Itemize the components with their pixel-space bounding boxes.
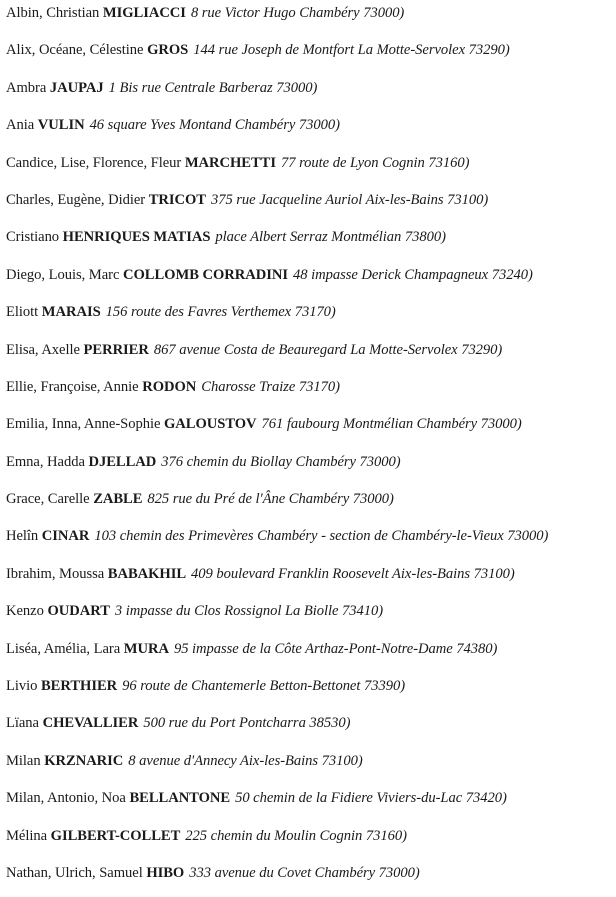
address: 1 Bis rue Centrale Barberaz 73000) bbox=[108, 79, 318, 96]
list-item bbox=[6, 673, 616, 710]
surname: HIBO bbox=[146, 864, 185, 881]
surname: CINAR bbox=[41, 528, 90, 545]
given-names: Ania bbox=[6, 117, 35, 134]
address: 46 square Yves Montand Chambéry 73000) bbox=[89, 117, 340, 134]
list-item bbox=[6, 224, 616, 261]
surname: MIGLIACCI bbox=[102, 5, 186, 21]
list-item bbox=[6, 0, 616, 37]
list-item bbox=[6, 449, 616, 486]
address: 375 rue Jacqueline Auriol Aix-les-Bains 73100) bbox=[210, 191, 489, 208]
list-item bbox=[6, 486, 616, 523]
address: 103 chemin des Primevères Chambéry - section de Chambéry-le-Vieux 73000) bbox=[94, 528, 549, 545]
surname: GROS bbox=[147, 42, 189, 59]
address: 825 rue du Pré de l'Âne Chambéry 73000) bbox=[147, 491, 394, 508]
list-item bbox=[6, 75, 616, 112]
given-names: Livio bbox=[6, 678, 38, 695]
surname: RODON bbox=[142, 378, 197, 395]
list-item bbox=[6, 262, 616, 299]
surname: BERTHIER bbox=[40, 678, 118, 695]
surname: GALOUSTOV bbox=[164, 416, 257, 433]
given-names: Charles, Eugène, Didier bbox=[6, 191, 146, 208]
surname: PERRIER bbox=[83, 341, 149, 358]
given-names: Mélina bbox=[6, 827, 48, 844]
given-names: Grace, Carelle bbox=[6, 491, 90, 508]
surname: KRZNARIC bbox=[44, 752, 124, 769]
address: 77 route de Lyon Cognin 73160) bbox=[281, 154, 470, 171]
address: 761 faubourg Montmélian Chambéry 73000) bbox=[261, 416, 522, 433]
given-names: Ellie, Françoise, Annie bbox=[6, 378, 139, 395]
surname: VULIN bbox=[37, 117, 85, 134]
address: 156 route des Favres Verthemex 73170) bbox=[105, 304, 336, 321]
given-names: Cristiano bbox=[6, 229, 60, 246]
given-names: Milan, Antonio, Noa bbox=[6, 790, 126, 807]
surname: CHEVALLIER bbox=[42, 715, 139, 732]
list-item bbox=[6, 598, 616, 635]
address: 376 chemin du Biollay Chambéry 73000) bbox=[161, 453, 401, 470]
given-names: Helîn bbox=[6, 528, 39, 545]
given-names: Liséa, Amélia, Lara bbox=[6, 640, 121, 657]
address: 48 impasse Derick Champagneux 73240) bbox=[292, 266, 533, 283]
list-item bbox=[6, 299, 616, 336]
list-item bbox=[6, 337, 616, 374]
surname: MURA bbox=[123, 640, 169, 657]
address: 96 route de Chantemerle Betton-Bettonet 73390) bbox=[122, 678, 406, 695]
surname: OUDART bbox=[47, 603, 110, 620]
surname: COLLOMB CORRADINI bbox=[123, 266, 288, 283]
address: 95 impasse de la Côte Arthaz-Pont-Notre-Dame 74380) bbox=[173, 640, 498, 657]
list-item bbox=[6, 37, 616, 74]
surname: GILBERT-COLLET bbox=[50, 827, 181, 844]
given-names: Milan bbox=[6, 752, 41, 769]
list-item bbox=[6, 187, 616, 224]
given-names: Alix, Océane, Célestine bbox=[6, 42, 144, 59]
given-names: Emilia, Inna, Anne-Sophie bbox=[6, 416, 161, 433]
list-item bbox=[6, 860, 616, 897]
list-item bbox=[6, 823, 616, 860]
given-names: Nathan, Ulrich, Samuel bbox=[6, 864, 143, 881]
address: Charosse Traize 73170) bbox=[201, 378, 340, 395]
surname: BABAKHIL bbox=[107, 565, 187, 582]
list-item bbox=[6, 374, 616, 411]
given-names: Albin, Christian bbox=[6, 5, 100, 21]
given-names: Ambra bbox=[6, 79, 47, 96]
address: 225 chemin du Moulin Cognin 73160) bbox=[185, 827, 407, 844]
given-names: Eliott bbox=[6, 304, 39, 321]
given-names: Kenzo bbox=[6, 603, 44, 620]
address: 409 boulevard Franklin Roosevelt Aix-les-Bains 73100) bbox=[191, 565, 515, 582]
list-item bbox=[6, 561, 616, 598]
address: 144 rue Joseph de Montfort La Motte-Servolex 73290) bbox=[193, 42, 510, 59]
surname: JAUPAJ bbox=[49, 79, 104, 96]
surname: MARAIS bbox=[41, 304, 101, 321]
given-names: Emna, Hadda bbox=[6, 453, 85, 470]
surname: HENRIQUES MATIAS bbox=[62, 229, 211, 246]
surname: BELLANTONE bbox=[129, 790, 231, 807]
list-item bbox=[6, 748, 616, 785]
list-item bbox=[6, 112, 616, 149]
surname: MARCHETTI bbox=[184, 154, 276, 171]
address: 8 avenue d'Annecy Aix-les-Bains 73100) bbox=[128, 752, 363, 769]
surname: ZABLE bbox=[93, 491, 143, 508]
address: 500 rue du Port Pontcharra 38530) bbox=[143, 715, 351, 732]
list-item bbox=[6, 710, 616, 747]
address: 333 avenue du Covet Chambéry 73000) bbox=[189, 864, 420, 881]
list-item bbox=[6, 523, 616, 560]
given-names: Elisa, Axelle bbox=[6, 341, 80, 358]
address: 3 impasse du Clos Rossignol La Biolle 73410) bbox=[114, 603, 384, 620]
address: 8 rue Victor Hugo Chambéry 73000) bbox=[190, 5, 405, 21]
surname: DJELLAD bbox=[88, 453, 157, 470]
list-item bbox=[6, 411, 616, 448]
address: 50 chemin de la Fidiere Viviers-du-Lac 73420) bbox=[235, 790, 507, 807]
list-item bbox=[6, 150, 616, 187]
list-item bbox=[6, 636, 616, 673]
surname: TRICOT bbox=[148, 191, 206, 208]
address: 867 avenue Costa de Beauregard La Motte-Servolex 73290) bbox=[153, 341, 503, 358]
given-names: Ibrahim, Moussa bbox=[6, 565, 105, 582]
list-item bbox=[6, 785, 616, 822]
address: place Albert Serraz Montmélian 73800) bbox=[215, 229, 446, 246]
given-names: Diego, Louis, Marc bbox=[6, 266, 120, 283]
given-names: Lïana bbox=[6, 715, 39, 732]
address-list bbox=[6, 0, 616, 897]
given-names: Candice, Lise, Florence, Fleur bbox=[6, 154, 182, 171]
